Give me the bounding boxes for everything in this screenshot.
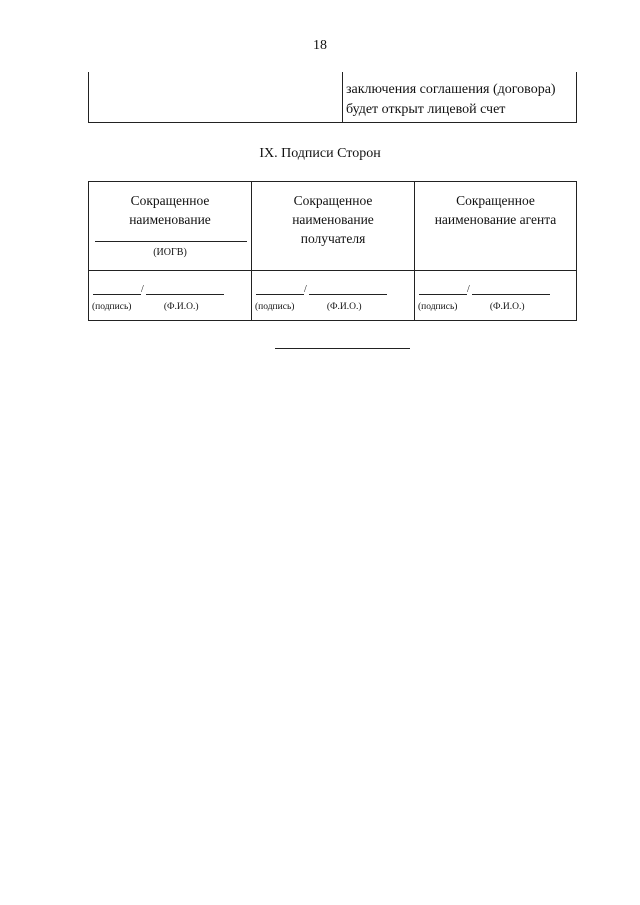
continued-table-left-cell — [89, 72, 343, 123]
continued-table — [88, 72, 577, 123]
document-end-line — [275, 348, 410, 349]
heading-line: наименование — [292, 212, 374, 227]
signature-cell-iogv — [89, 271, 252, 321]
name-blank — [309, 294, 387, 295]
name-caption: (Ф.И.О.) — [489, 302, 525, 312]
name-blank — [146, 294, 224, 295]
section-title: IX. Подписи Сторон — [259, 146, 381, 161]
signature-table — [88, 181, 577, 321]
continued-text-line-2: будет открыт лицевой счет — [346, 102, 506, 117]
name-caption: (Ф.И.О.) — [326, 302, 362, 312]
signature-lines — [419, 286, 576, 298]
signature-caption: (подпись) — [255, 302, 295, 312]
heading-line: Сокращенное — [293, 193, 373, 208]
signature-lines — [256, 286, 414, 298]
heading-line: наименование — [129, 212, 211, 227]
signature-blank — [419, 294, 467, 295]
signature-blank — [256, 294, 304, 295]
heading-cell-recipient — [252, 182, 415, 271]
name-blank — [472, 294, 550, 295]
heading-cell-iogv — [89, 182, 252, 271]
signature-caption: (подпись) — [92, 302, 132, 312]
slash-separator: / — [141, 284, 144, 295]
signature-cell-agent — [415, 271, 577, 321]
iogv-label: (ИОГВ) — [153, 247, 187, 258]
name-caption: (Ф.И.О.) — [163, 302, 199, 312]
continued-text-line-1: заключения соглашения (договора) — [346, 82, 556, 97]
continued-table-right-cell — [343, 72, 577, 123]
heading-line: Сокращенное — [456, 193, 535, 208]
slash-separator: / — [304, 284, 307, 295]
heading-line: наименование агента — [434, 212, 557, 227]
page-number: 18 — [313, 38, 327, 53]
heading-line: Сокращенное — [130, 193, 210, 208]
signature-lines — [93, 286, 251, 298]
signature-cell-recipient — [252, 271, 415, 321]
iogv-name-line — [95, 241, 247, 242]
signature-caption: (подпись) — [418, 302, 458, 312]
signature-blank — [93, 294, 141, 295]
heading-cell-agent — [415, 182, 577, 271]
heading-line: получателя — [300, 231, 366, 246]
slash-separator: / — [467, 284, 470, 295]
